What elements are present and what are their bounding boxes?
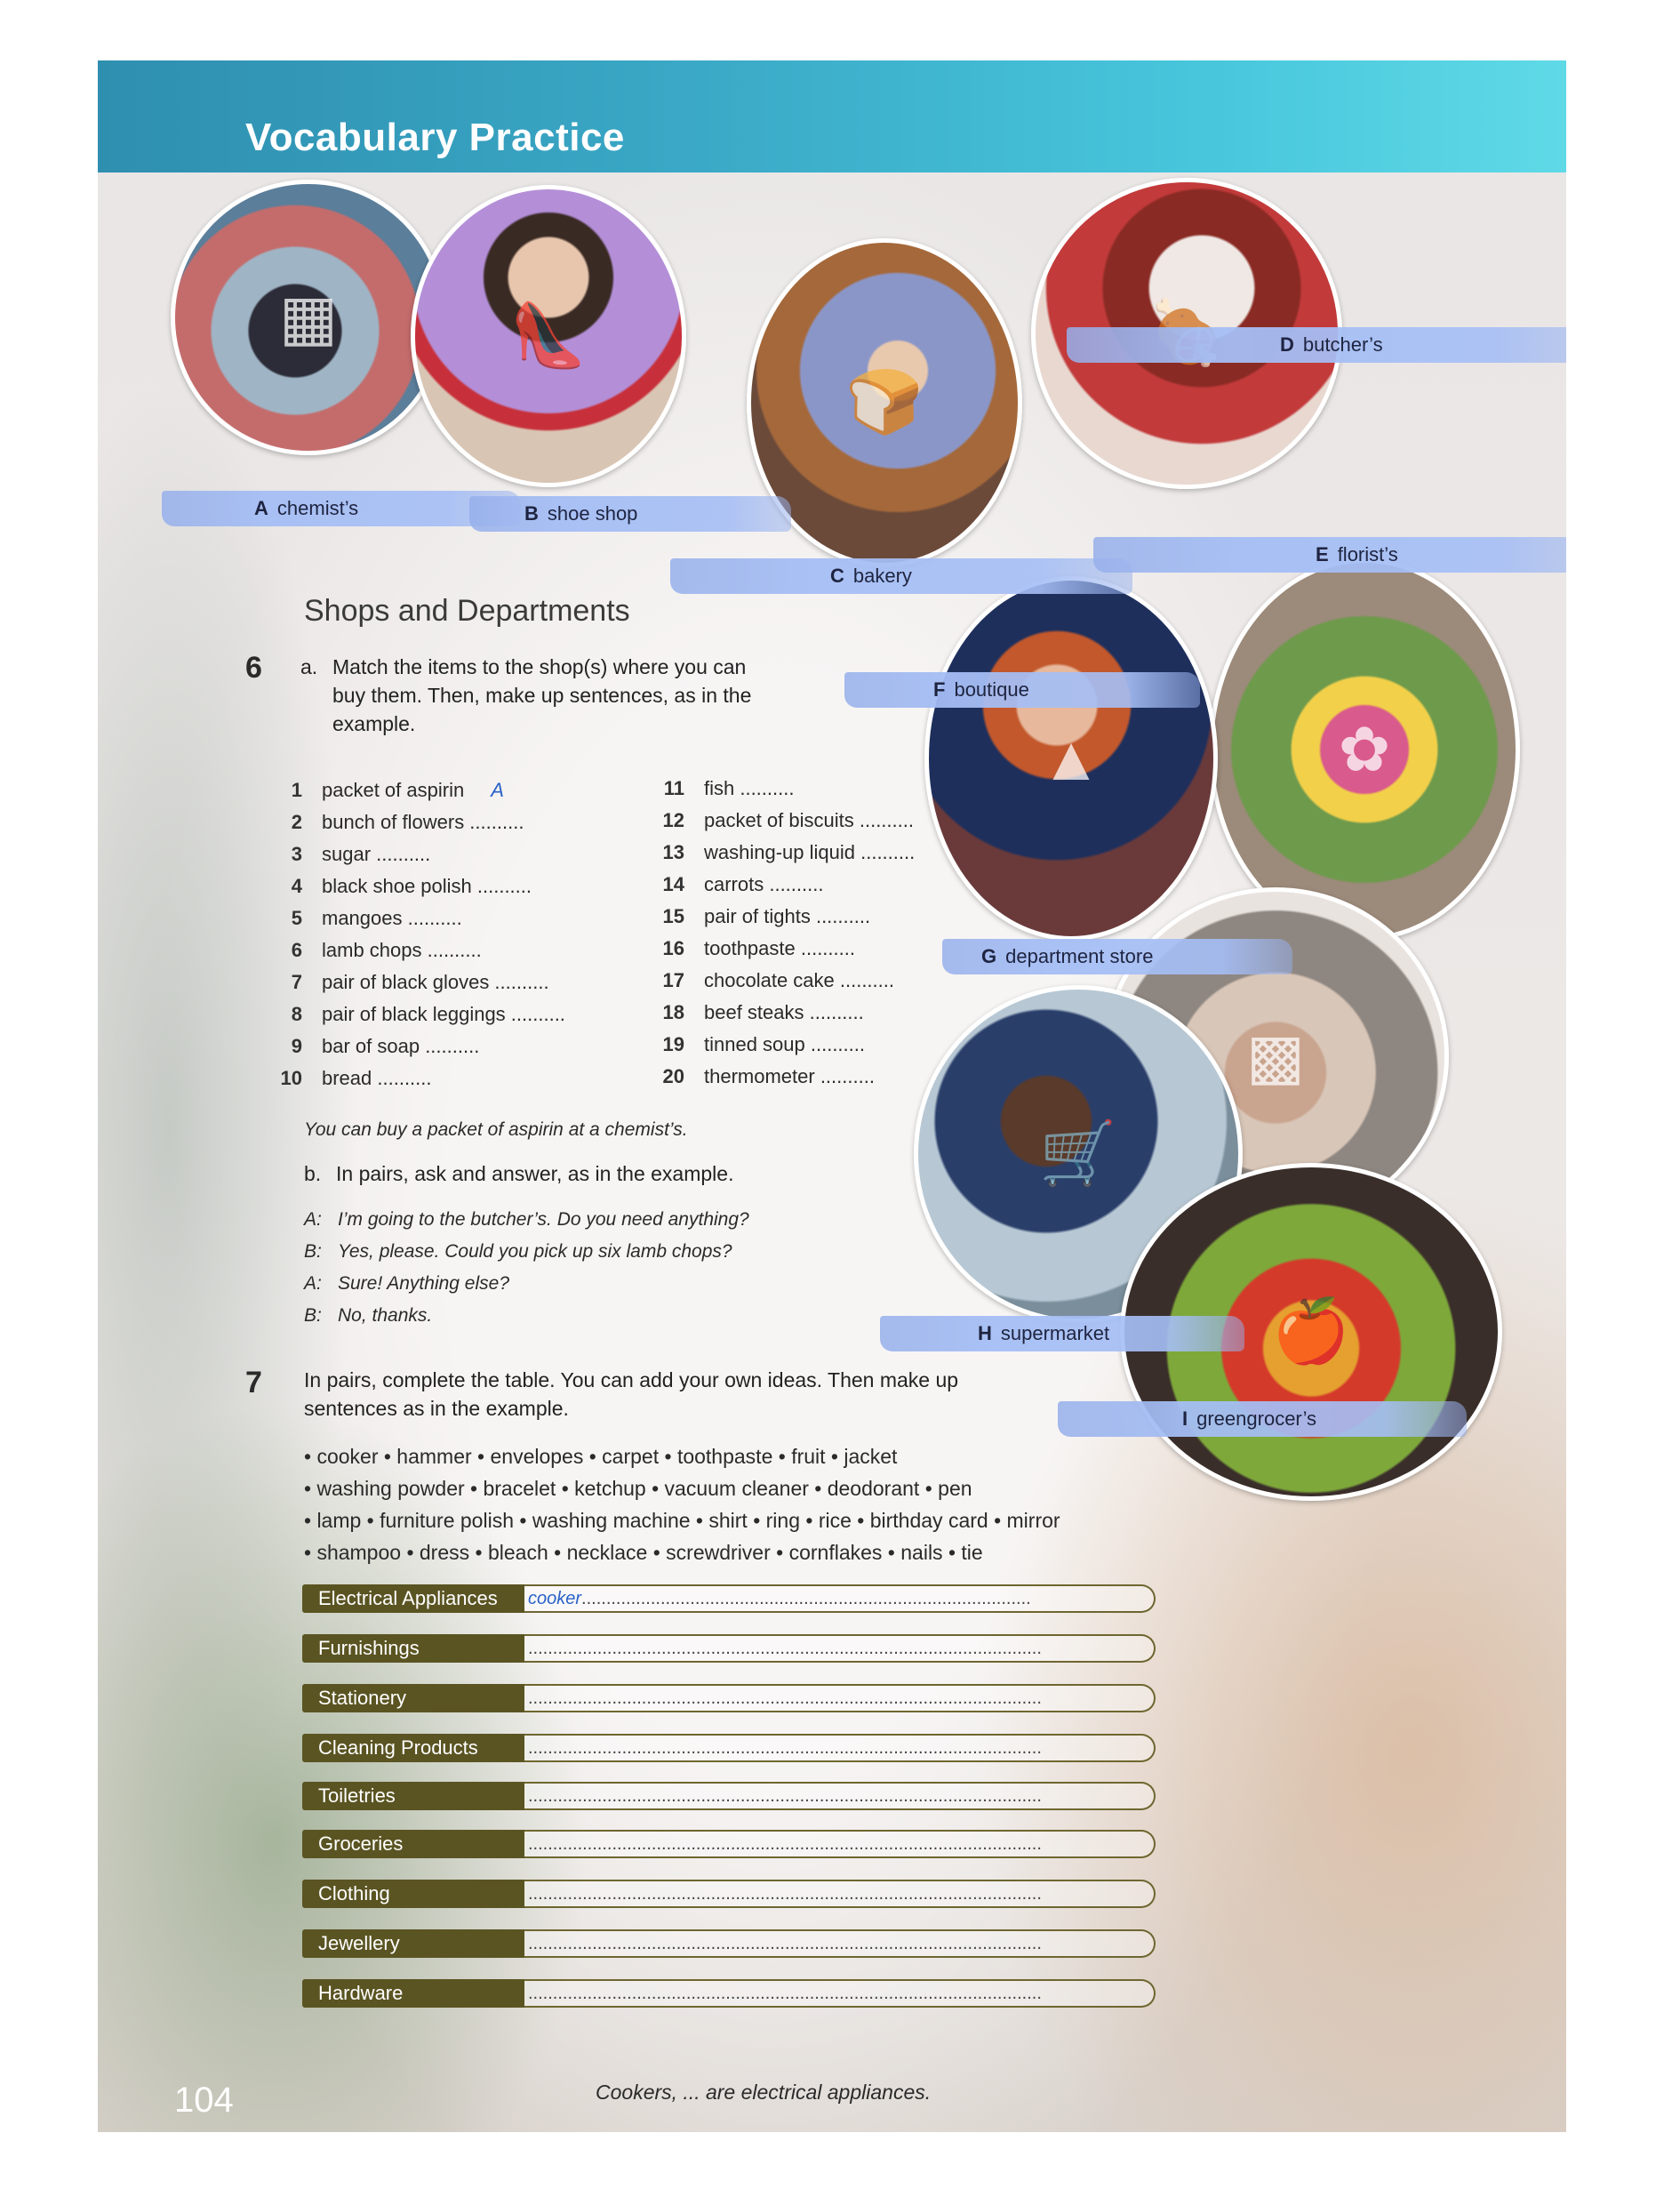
- list-item: 7 pair of black gloves ..........: [291, 971, 549, 993]
- answer-line[interactable]: ........................................................................................................: [516, 1979, 1156, 2008]
- shop-label-c: C bakery: [670, 558, 1132, 594]
- category-row-toiletries: [302, 1782, 1157, 1810]
- list-item: 14 carrots ..........: [662, 873, 824, 895]
- answer-line[interactable]: ........................................................................................................: [516, 1734, 1156, 1762]
- list-item: 6 lamb chops ..........: [291, 939, 482, 961]
- category-label: Groceries: [302, 1830, 524, 1858]
- category-row-furnishings: [302, 1634, 1157, 1663]
- category-row-hardware: [302, 1979, 1157, 2008]
- list-item: 15 pair of tights ..........: [662, 905, 871, 927]
- exercise-7-example: Cookers, ... are electrical appliances.: [596, 2081, 932, 2104]
- word-bank-line: • washing powder • bracelet • ketchup • vacuum cleaner • deodorant • pen: [304, 1477, 972, 1500]
- shop-label-i: I greengrocer’s: [1058, 1401, 1467, 1437]
- list-item: 8 pair of black leggings ..........: [291, 1003, 565, 1025]
- photo-boutique: [924, 576, 1218, 941]
- exercise-7-instruction: [304, 1366, 1104, 1423]
- shop-label-f: F boutique: [844, 672, 1200, 708]
- answer-line[interactable]: ........................................................................................................: [516, 1929, 1156, 1958]
- page-title: Vocabulary Practice: [245, 116, 625, 159]
- shop-label-a: A chemist’s: [162, 491, 521, 526]
- shop-label-h: H supermarket: [880, 1316, 1244, 1351]
- exercise-6b-instruction: [304, 1159, 733, 1188]
- category-row-jewellery: [302, 1929, 1157, 1958]
- list-item: 20 thermometer ..........: [662, 1065, 875, 1087]
- exercise-6a-instruction: [300, 653, 834, 738]
- category-row-stationery: [302, 1684, 1157, 1712]
- flower-icon: ✿: [1338, 715, 1391, 784]
- cart-icon: 🛒: [1039, 1119, 1117, 1188]
- list-item: 4 black shoe polish ..........: [291, 875, 532, 897]
- part-b-label: b.: [304, 1162, 322, 1185]
- answer-line[interactable]: ........................................................................................................: [516, 1684, 1156, 1712]
- list-item: 13 washing-up liquid ..........: [662, 841, 916, 863]
- shop-label-g: G department store: [942, 939, 1292, 974]
- word-bank-line: • shampoo • dress • bleach • necklace • screwdriver • cornflakes • nails • tie: [304, 1541, 983, 1564]
- instruction-line-3: example.: [332, 712, 416, 735]
- word-bank-line: • lamp • furniture polish • washing machine • shirt • ring • rice • birthday card • mirror: [304, 1509, 1060, 1532]
- category-row-groceries: [302, 1830, 1157, 1858]
- category-row-cleaning-products: [302, 1734, 1157, 1762]
- list-item: 1 packet of aspirin A: [291, 779, 504, 801]
- list-item: 3 sugar ..........: [291, 843, 431, 865]
- list-item: 10 bread ..........: [280, 1067, 432, 1089]
- page-number: 104: [174, 2081, 234, 2120]
- instruction-line-2: buy them. Then, make up sentences, as in the: [332, 684, 752, 707]
- photo-shoe-shop: [411, 185, 686, 487]
- category-label: Toiletries: [302, 1782, 524, 1810]
- calculator-icon: ▦: [278, 283, 339, 352]
- fruit-icon: 🍎: [1272, 1296, 1350, 1366]
- shop-label-d: D butcher’s: [1067, 327, 1566, 363]
- shop-label-e: E florist’s: [1093, 537, 1566, 573]
- instruction-line-2: sentences as in the example.: [304, 1397, 569, 1420]
- shop-label-b: B shoe shop: [469, 496, 791, 532]
- category-label: Stationery: [302, 1684, 524, 1712]
- list-item: 12 packet of biscuits ..........: [662, 809, 914, 831]
- dialog-line: A: Sure! Anything else?: [304, 1273, 510, 1294]
- page-header: [98, 60, 1566, 172]
- category-label: Clothing: [302, 1880, 524, 1908]
- dialog-line: A: I’m going to the butcher’s. Do you need anything?: [304, 1209, 749, 1230]
- category-label: Electrical Appliances: [302, 1584, 524, 1613]
- list-item: 11 fish ..........: [663, 777, 795, 799]
- word-bank-line: • cooker • hammer • envelopes • carpet • toothpaste • fruit • jacket: [304, 1445, 898, 1468]
- bread-icon: 🍞: [845, 367, 924, 437]
- list-item: 19 tinned soup ..........: [662, 1033, 865, 1055]
- answer-line[interactable]: ........................................................................................................: [516, 1830, 1156, 1858]
- exercise-number-6: 6: [245, 651, 262, 685]
- answer-line[interactable]: cooker...........................................................................................: [516, 1584, 1156, 1613]
- exercise-number-7: 7: [245, 1366, 262, 1399]
- list-item: 16 toothpaste ..........: [662, 937, 855, 959]
- category-label: Furnishings: [302, 1634, 524, 1663]
- dialog-line: B: No, thanks.: [304, 1305, 433, 1326]
- photo-florists: [1209, 558, 1520, 941]
- list-item: 5 mangoes ..........: [291, 907, 462, 929]
- category-label: Jewellery: [302, 1929, 524, 1958]
- hanger-icon: ▲: [1040, 724, 1102, 793]
- instruction-line-1: In pairs, complete the table. You can add your own ideas. Then make up: [304, 1368, 959, 1391]
- list-item: 18 beef steaks ..........: [662, 1001, 864, 1023]
- part-a-label: a.: [300, 655, 318, 678]
- category-label: Cleaning Products: [302, 1734, 524, 1762]
- answer-line[interactable]: ........................................................................................................: [516, 1782, 1156, 1810]
- example-dialog: [304, 1204, 749, 1332]
- dialog-line: B: Yes, please. Could you pick up six lamb chops?: [304, 1241, 732, 1262]
- instruction-line-1: Match the items to the shop(s) where you can: [332, 655, 747, 678]
- category-row-clothing: [302, 1880, 1157, 1908]
- answer-example: A: [491, 779, 504, 801]
- section-title: Shops and Departments: [304, 594, 630, 628]
- shoe-icon: 👠: [509, 301, 588, 370]
- category-row-electrical-appliances: [302, 1584, 1157, 1613]
- textbook-page: [98, 60, 1566, 2132]
- photo-chemist: [171, 180, 446, 455]
- word-bank: [304, 1440, 1282, 1568]
- list-item: 9 bar of soap ..........: [291, 1035, 480, 1057]
- list-item: 2 bunch of flowers ..........: [291, 811, 524, 833]
- part-b-text: In pairs, ask and answer, as in the example.: [336, 1162, 734, 1185]
- sofa-icon: ▩: [1245, 1022, 1306, 1091]
- answer-line[interactable]: ........................................................................................................: [516, 1880, 1156, 1908]
- list-item: 17 chocolate cake ..........: [662, 969, 894, 991]
- category-label: Hardware: [302, 1979, 524, 2008]
- exercise-6a-example: You can buy a packet of aspirin at a chemist’s.: [304, 1119, 688, 1140]
- answer-line[interactable]: ........................................................................................................: [516, 1634, 1156, 1663]
